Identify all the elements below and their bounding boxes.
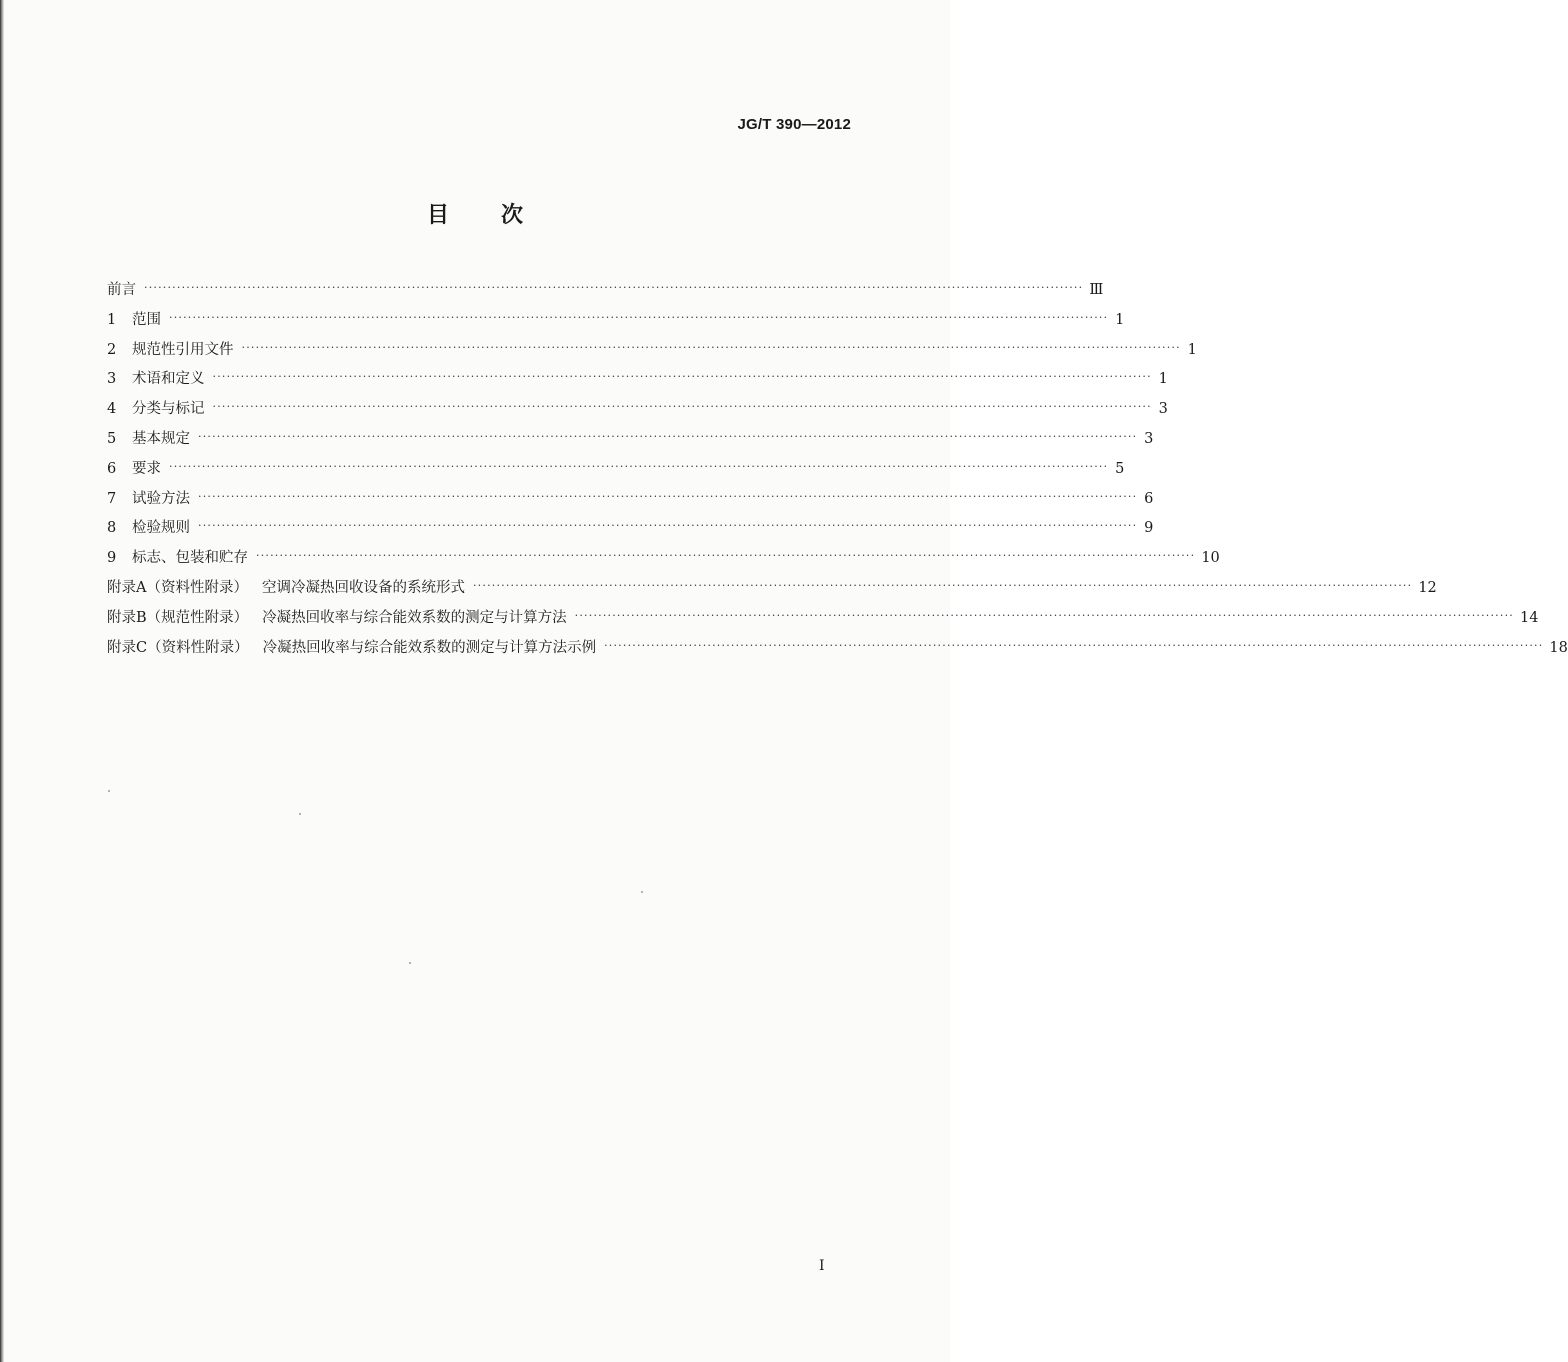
toc-entry-title: 范围 xyxy=(132,311,161,328)
toc-entry-number: 6 xyxy=(107,460,117,477)
toc-leader-dots: ········································································································································································································ xyxy=(256,549,1196,563)
toc-entry-page: 6 xyxy=(1144,490,1154,507)
toc-leader-dots: ········································································································································································································ xyxy=(198,489,1138,503)
toc-entry[interactable] xyxy=(107,516,1154,546)
page-number: I xyxy=(819,1258,825,1274)
toc-entry-number: 8 xyxy=(107,520,117,537)
toc-entry-title: 附录C（资料性附录） xyxy=(107,639,249,656)
toc-entry-number: 7 xyxy=(107,490,117,507)
toc-entry-page: 18 xyxy=(1549,639,1568,656)
toc-entry[interactable] xyxy=(107,457,1125,487)
toc-entry-number: 4 xyxy=(107,401,117,418)
toc-entry-title: 基本规定 xyxy=(132,430,190,447)
toc-entry-title: 分类与标记 xyxy=(132,401,205,418)
scan-speck xyxy=(641,891,643,893)
toc-entry[interactable] xyxy=(107,487,1154,517)
toc-leader-dots: ········································································································································································································ xyxy=(212,400,1152,414)
toc-entry-number: 5 xyxy=(107,430,117,447)
toc-entry-number: 3 xyxy=(107,371,117,388)
toc-entry-page: 14 xyxy=(1519,609,1539,626)
toc-entry[interactable] xyxy=(107,367,1168,397)
toc-entry-title: 要求 xyxy=(132,460,161,477)
toc-entry[interactable] xyxy=(107,308,1125,338)
toc-leader-dots: ········································································································································································································ xyxy=(472,578,1413,592)
toc-entry-page: 3 xyxy=(1158,401,1168,418)
toc-leader-dots: ········································································································································································································ xyxy=(574,608,1514,622)
toc-entry-subtitle: 冷凝热回收率与综合能效系数的测定与计算方法示例 xyxy=(262,639,597,656)
page-title: 目次 xyxy=(426,203,575,228)
document-number: JG/T 390—2012 xyxy=(737,116,851,133)
toc-entry[interactable] xyxy=(107,636,1568,666)
toc-entry-page: 5 xyxy=(1115,460,1125,477)
toc-entry-page: 12 xyxy=(1418,579,1437,596)
toc-leader-dots: ········································································································································································································ xyxy=(169,459,1109,473)
toc-entry[interactable] xyxy=(107,278,1104,308)
toc-leader-dots: ········································································································································································································ xyxy=(604,638,1544,652)
toc-entry-page: 9 xyxy=(1144,520,1154,537)
toc-entry[interactable] xyxy=(107,546,1220,576)
toc-entry-page: 10 xyxy=(1201,550,1220,567)
toc-entry-page: 1 xyxy=(1158,371,1168,388)
toc-entry-title: 附录A（资料性附录） xyxy=(107,579,248,596)
toc-leader-dots: ········································································································································································································ xyxy=(241,340,1181,354)
toc-entry-title: 检验规则 xyxy=(132,520,190,537)
scan-speck xyxy=(108,790,110,792)
toc-leader-dots: ········································································································································································································ xyxy=(198,519,1138,533)
toc-entry-page: 1 xyxy=(1115,311,1125,328)
toc-leader-dots: ········································································································································································································ xyxy=(198,429,1138,443)
toc-entry-number: 9 xyxy=(107,550,117,567)
toc-entry[interactable] xyxy=(107,427,1154,457)
toc-entry-subtitle: 冷凝热回收率与综合能效系数的测定与计算方法 xyxy=(262,609,567,626)
table-of-contents xyxy=(107,278,1568,665)
toc-entry-number: 2 xyxy=(107,341,117,358)
toc-leader-dots: ········································································································································································································ xyxy=(144,281,1084,294)
toc-entry-subtitle: 空调冷凝热回收设备的系统形式 xyxy=(261,579,465,596)
toc-entry[interactable] xyxy=(107,576,1437,606)
toc-entry-page: Ⅲ xyxy=(1089,282,1104,298)
toc-entry[interactable] xyxy=(107,397,1168,427)
toc-entry-title: 标志、包装和贮存 xyxy=(132,550,248,567)
toc-entry-number: 1 xyxy=(107,311,117,328)
toc-entry-page: 3 xyxy=(1144,430,1154,447)
toc-leader-dots: ········································································································································································································ xyxy=(169,310,1109,324)
toc-entry-page: 1 xyxy=(1187,341,1197,358)
toc-entry-title: 前言 xyxy=(107,282,136,298)
scan-speck xyxy=(299,813,301,815)
toc-entry[interactable] xyxy=(107,606,1539,636)
toc-entry[interactable] xyxy=(107,338,1197,368)
scan-speck xyxy=(409,962,411,964)
toc-entry-title: 规范性引用文件 xyxy=(132,341,234,358)
toc-entry-title: 附录B（规范性附录） xyxy=(107,609,249,626)
toc-entry-title: 试验方法 xyxy=(132,490,190,507)
toc-entry-title: 术语和定义 xyxy=(132,371,205,388)
toc-leader-dots: ········································································································································································································ xyxy=(212,370,1152,384)
